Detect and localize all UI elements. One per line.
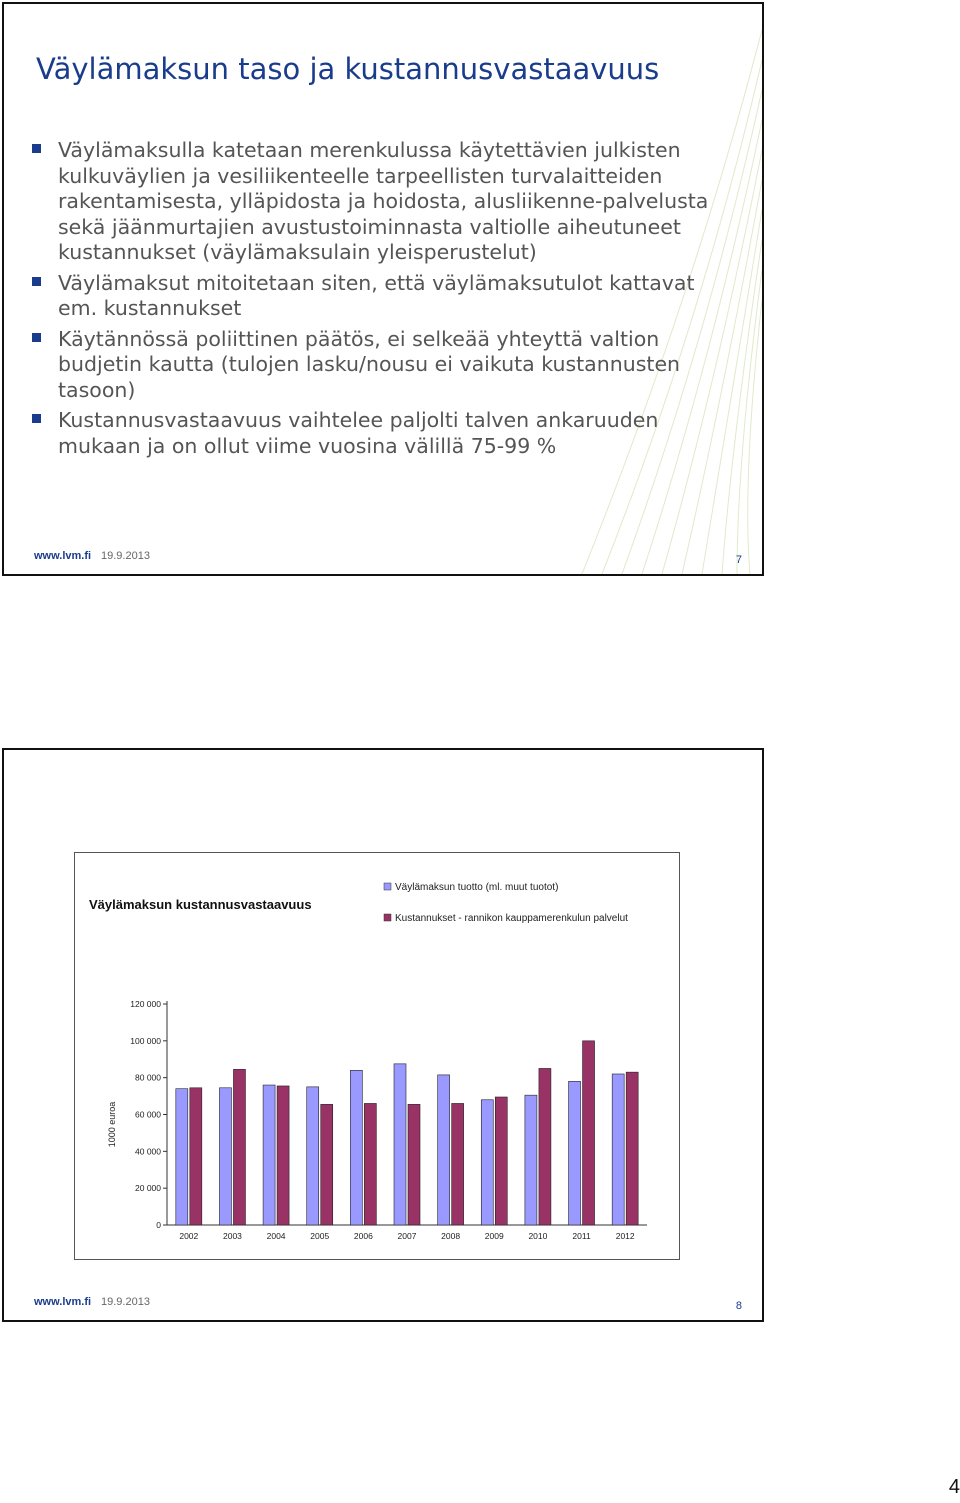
y-tick-label: 0	[156, 1220, 161, 1230]
bar-revenue	[176, 1089, 188, 1225]
bar-chart	[75, 853, 679, 1259]
x-tick-label: 2002	[179, 1231, 199, 1241]
y-tick-label: 100 000	[130, 1035, 161, 1046]
footer-url: www.lvm.fi	[34, 550, 92, 562]
bar-revenue	[481, 1100, 493, 1225]
slide-7	[2, 2, 764, 576]
x-tick-label: 2012	[615, 1231, 635, 1241]
bar-costs	[583, 1041, 595, 1225]
bar-revenue	[569, 1081, 581, 1225]
x-tick-label: 2008	[441, 1231, 461, 1241]
bar-revenue	[219, 1088, 231, 1225]
bullet-square-icon	[32, 144, 41, 153]
x-tick-label: 2005	[310, 1231, 330, 1241]
bar-revenue	[350, 1070, 362, 1225]
x-tick-label: 2009	[484, 1231, 504, 1241]
legend-label: Kustannukset - rannikon kauppamerenkulun palvelut	[395, 913, 628, 924]
legend-swatch	[384, 914, 391, 921]
y-tick-label: 120 000	[130, 999, 161, 1009]
chart-frame	[74, 852, 680, 1260]
bullet-square-icon	[32, 414, 41, 423]
bar-costs	[495, 1097, 507, 1225]
slide-title: Väylämaksun taso ja kustannusvastaavuus	[36, 52, 660, 86]
bullet-item: Käytännössä poliittinen päätös, ei selkeää yhteyttä valtion budjetin kautta (tulojen lasku/nousu ei vaikuta kustannusten tasoon)	[32, 327, 722, 404]
bar-revenue	[307, 1087, 319, 1225]
slide-page-number: 7	[735, 554, 742, 566]
y-axis-label: 1000 euroa	[107, 1101, 117, 1148]
document-page-number: 4	[948, 1476, 960, 1498]
bar-costs	[277, 1086, 289, 1225]
x-tick-label: 2010	[528, 1231, 548, 1241]
slide-page-number: 8	[735, 1300, 742, 1312]
bar-revenue	[394, 1064, 406, 1225]
x-tick-label: 2003	[222, 1231, 242, 1241]
x-tick-label: 2007	[397, 1231, 417, 1241]
bar-costs	[408, 1104, 420, 1225]
legend-swatch	[384, 883, 391, 890]
bar-costs	[364, 1103, 376, 1225]
y-tick-label: 60 000	[135, 1109, 161, 1120]
bullet-list	[32, 138, 722, 464]
bullet-item: Väylämaksut mitoitetaan siten, että väylämaksutulot kattavat em. kustannukset	[32, 271, 722, 322]
legend-label: Väylämaksun tuotto (ml. muut tuotot)	[395, 882, 559, 893]
bar-revenue	[438, 1075, 450, 1225]
footer-url: www.lvm.fi	[34, 1296, 92, 1308]
chart-title: Väylämaksun kustannusvastaavuus	[89, 897, 312, 912]
bar-costs	[626, 1072, 638, 1225]
bar-revenue	[612, 1074, 624, 1225]
y-tick-label: 80 000	[135, 1072, 161, 1083]
bar-costs	[452, 1103, 464, 1225]
footer-date: 19.9.2013	[101, 550, 150, 562]
bar-costs	[321, 1104, 333, 1225]
bar-revenue	[525, 1095, 537, 1225]
bullet-square-icon	[32, 333, 41, 342]
slide-8	[2, 748, 764, 1322]
bar-costs	[190, 1088, 202, 1225]
x-tick-label: 2004	[266, 1231, 286, 1241]
y-tick-label: 40 000	[135, 1146, 161, 1157]
bullet-item: Kustannusvastaavuus vaihtelee paljolti talven ankaruuden mukaan ja on ollut viime vuosina välillä 75-99 %	[32, 408, 722, 459]
bullet-square-icon	[32, 277, 41, 286]
x-tick-label: 2006	[353, 1231, 373, 1241]
bar-revenue	[263, 1085, 275, 1225]
footer-date: 19.9.2013	[101, 1296, 150, 1308]
x-tick-label: 2011	[572, 1231, 591, 1241]
bullet-item: Väylämaksulla katetaan merenkulussa käytettävien julkisten kulkuväylien ja vesiliikenteelle tarpeellisten turvalaitteiden rakentamisesta, ylläpidosta ja hoidosta, alusliikenne-palvelusta sekä jäänmurtajien avustustoiminnasta valtiolle aiheutuneet kustannukset (väylämaksulain yleisperustelut)	[32, 138, 722, 266]
bar-costs	[233, 1069, 245, 1225]
y-tick-label: 20 000	[135, 1183, 161, 1194]
bar-costs	[539, 1068, 551, 1225]
